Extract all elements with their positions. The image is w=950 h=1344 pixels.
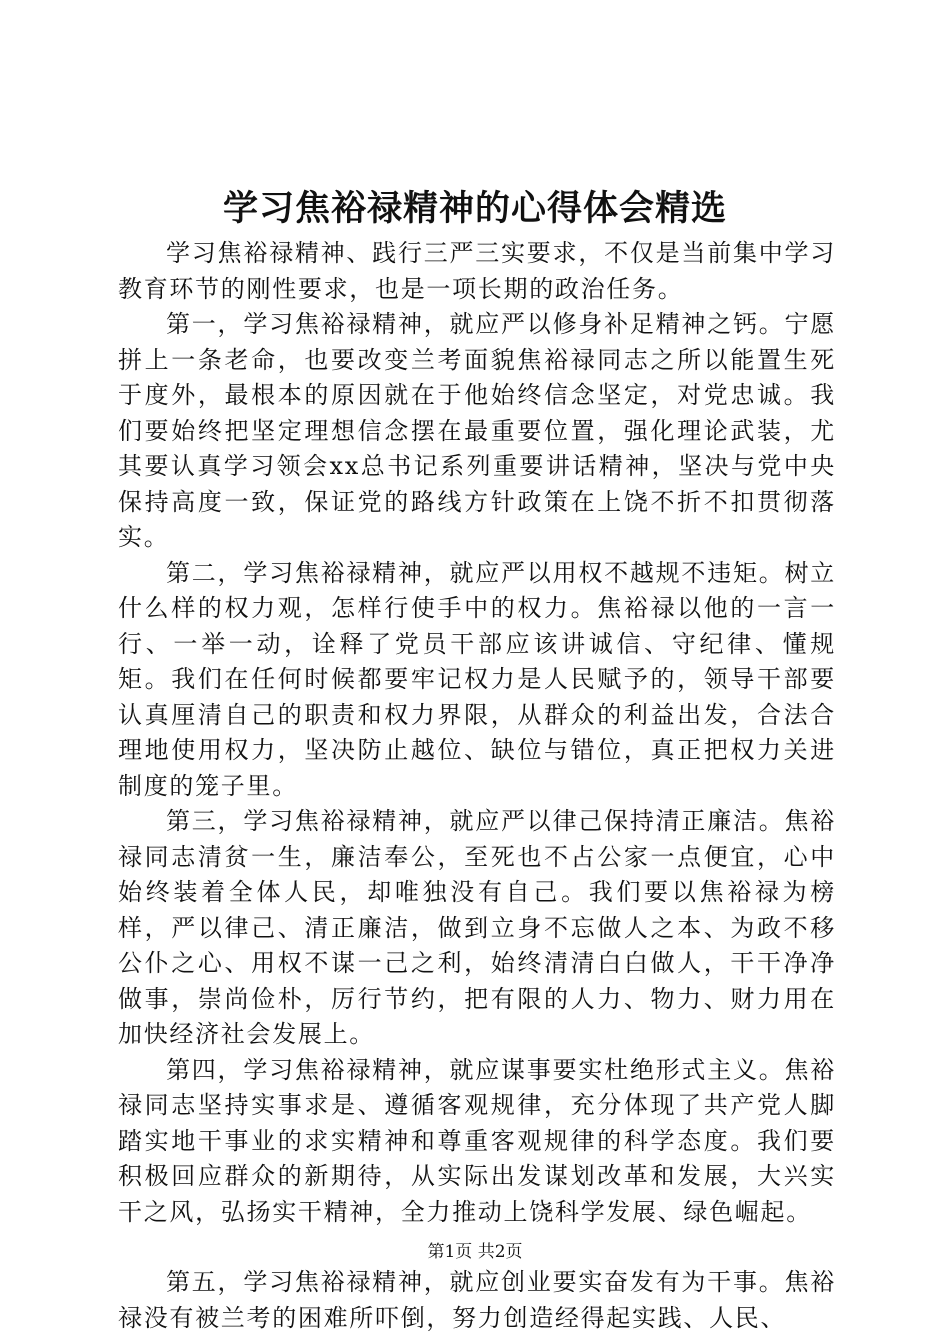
- paragraph-third-point: 第三，学习焦裕禄精神，就应严以律己保持清正廉洁。焦裕禄同志清贫一生，廉洁奉公，至死也不占公家一点便宜，心中始终装着全体人民，却唯独没有自己。我们要以焦裕禄为榜样，严以律己、清正廉洁，做到立身不忘做人之本、为政不移公仆之心、用权不谋一己之利，始终清清白白做人，干干净净做事，崇尚俭朴，厉行节约，把有限的人力、物力、财力用在加快经济社会发展上。: [118, 807, 836, 1048]
- paragraph-first-point: 第一，学习焦裕禄精神，就应严以修身补足精神之钙。宁愿拼上一条老命，也要改变兰考面貌焦裕禄同志之所以能置生死于度外，最根本的原因就在于他始终信念坚定，对党忠诚。我们要始终把坚定理想信念摆在最重要位置，强化理论武装，尤其要认真学习领会xx总书记系列重要讲话精神，坚决与党中央保持高度一致，保证党的路线方针政策在上饶不折不扣贯彻落实。: [118, 310, 836, 551]
- paragraph-fifth-point: 第五，学习焦裕禄精神，就应创业要实奋发有为干事。焦裕禄没有被兰考的困难所吓倒，努力创造经得起实践、人民、: [118, 1268, 836, 1332]
- page-number-footer: 第1页 共2页: [427, 1242, 523, 1262]
- paragraph-intro: 学习焦裕禄精神、践行三严三实要求，不仅是当前集中学习教育环节的刚性要求，也是一项长期的政治任务。: [118, 239, 836, 303]
- document-title: 学习焦裕禄精神的心得体会精选: [222, 188, 727, 229]
- paragraph-second-point: 第二，学习焦裕禄精神，就应严以用权不越规不违矩。树立什么样的权力观，怎样行使手中的权力。焦裕禄以他的一言一行、一举一动，诠释了党员干部应该讲诚信、守纪律、懂规矩。我们在任何时候都要牢记权力是人民赋予的，领导干部要认真厘清自己的职责和权力界限，从群众的利益出发，合法合理地使用权力，坚决防止越位、缺位与错位，真正把权力关进制度的笼子里。: [118, 558, 836, 800]
- document-body: [118, 236, 836, 1336]
- paragraph-fourth-point: 第四，学习焦裕禄精神，就应谋事要实杜绝形式主义。焦裕禄同志坚持实事求是、遵循客观规律，充分体现了共产党人脚踏实地干事业的求实精神和尊重客观规律的科学态度。我们要积极回应群众的新期待，从实际出发谋划改革和发展，大兴实干之风，弘扬实干精神，全力推动上饶科学发展、绿色崛起。: [118, 1055, 836, 1226]
